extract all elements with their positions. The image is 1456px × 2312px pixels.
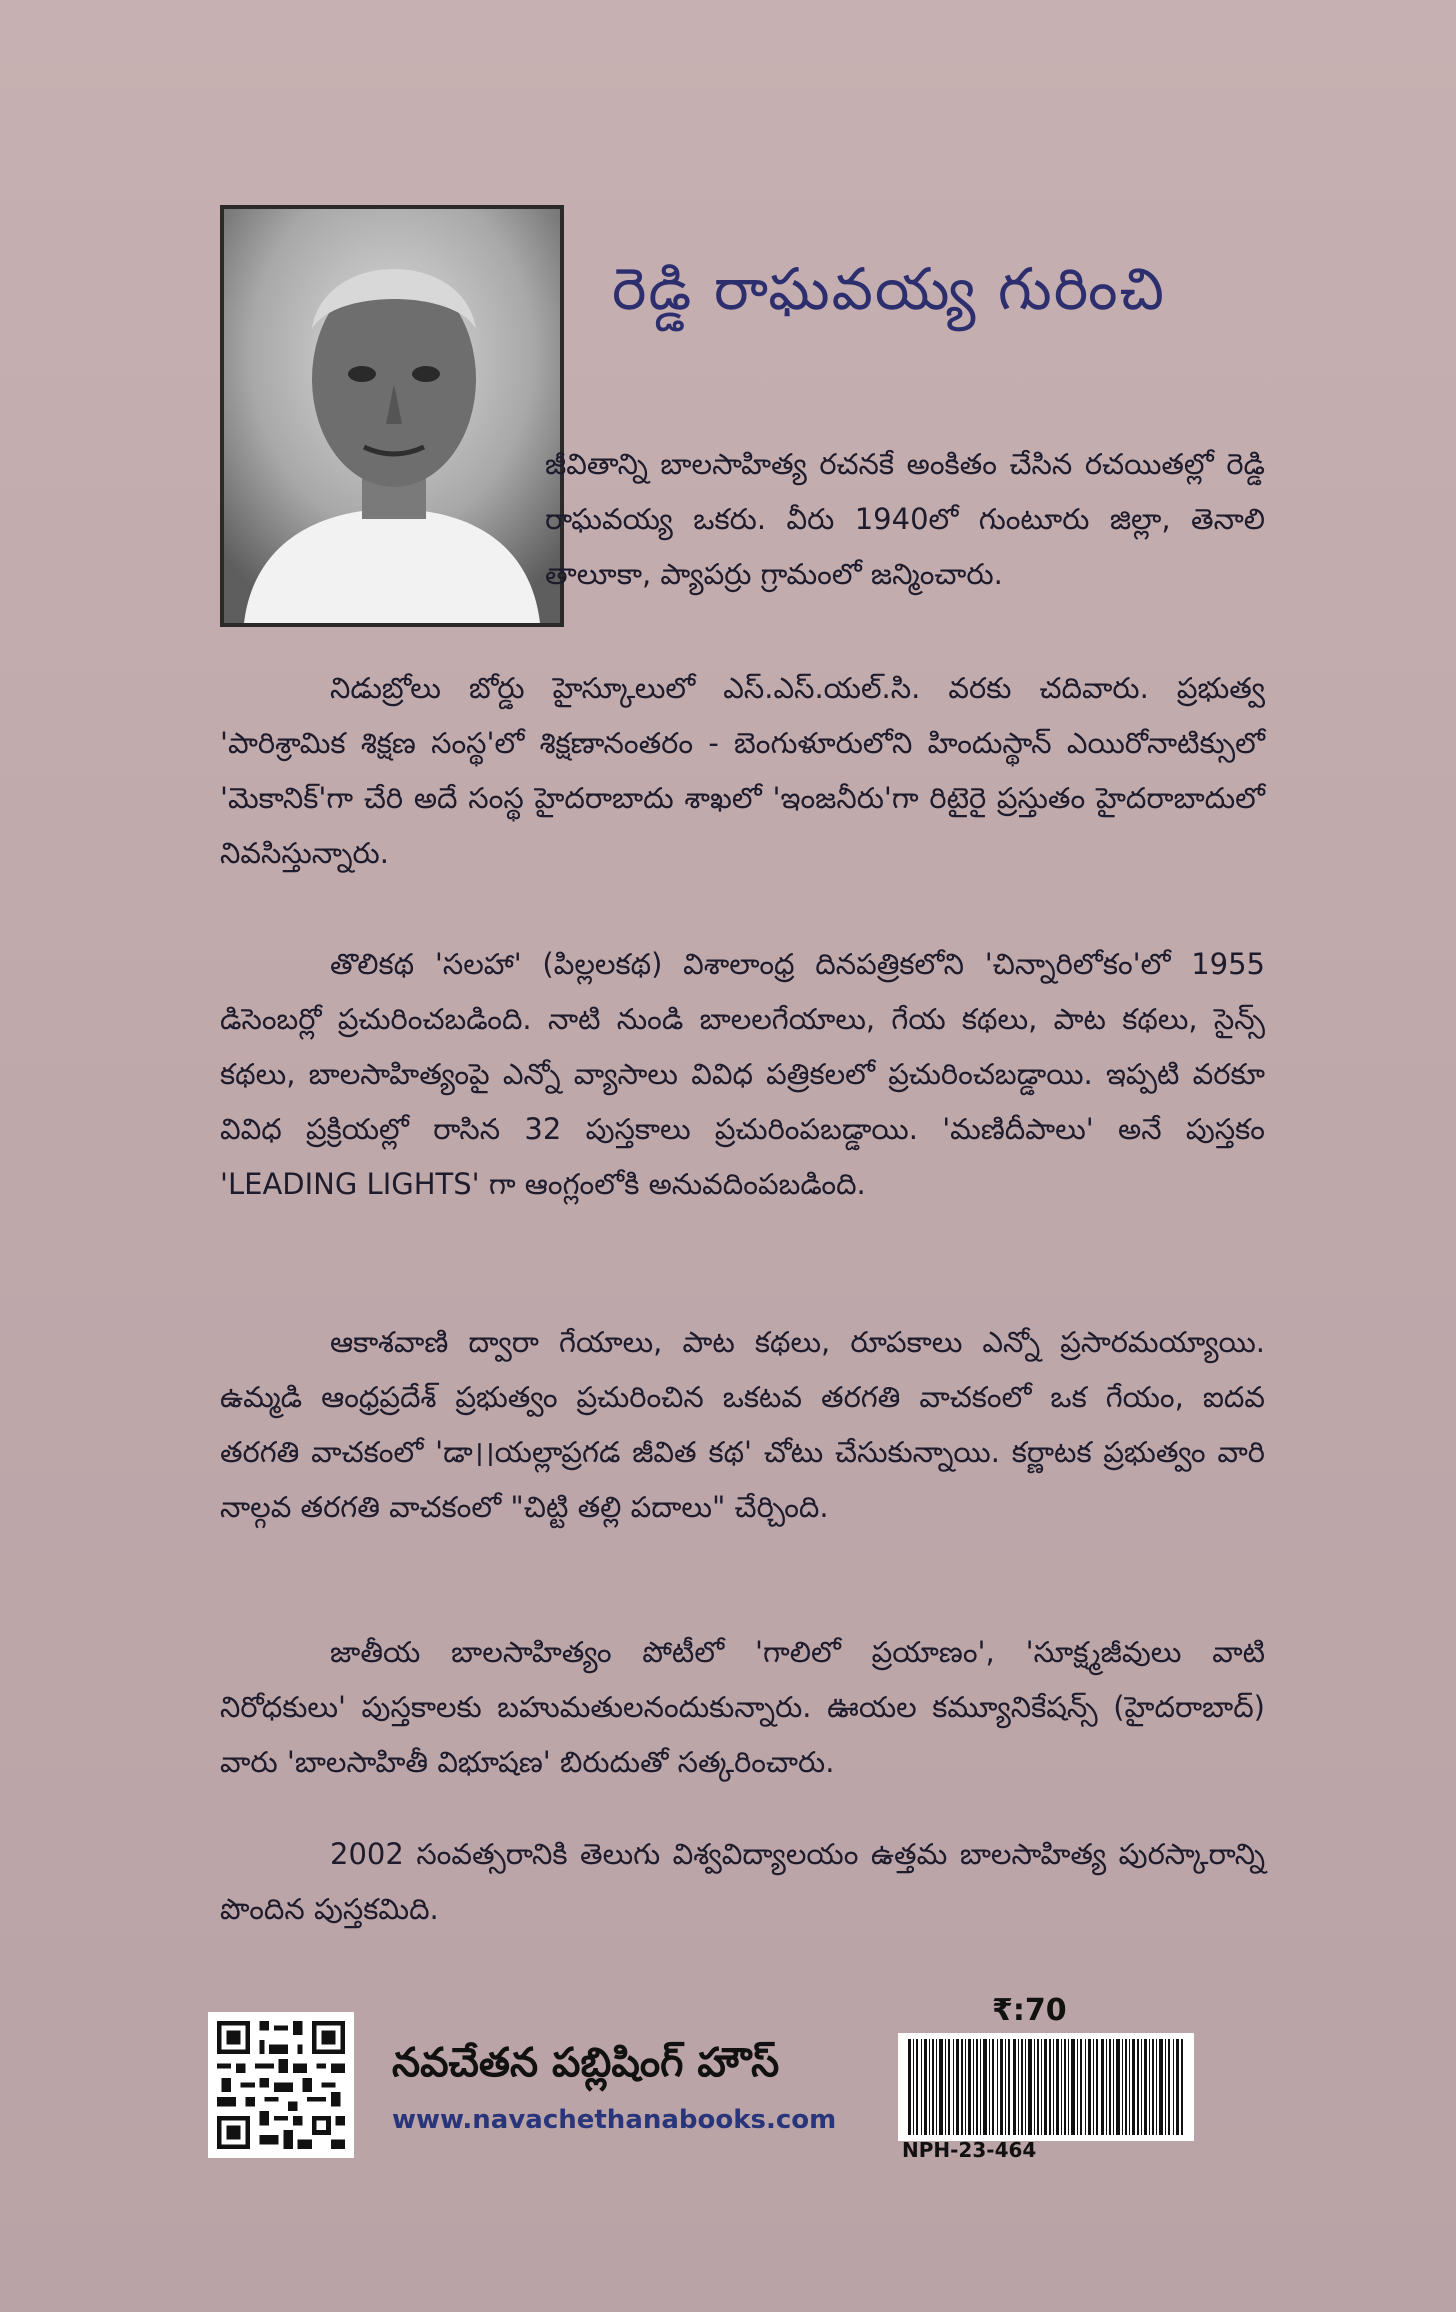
section-title: రెడ్డి రాఘవయ్య గురించి xyxy=(612,255,1166,323)
qr-code-icon xyxy=(212,2016,350,2154)
barcode-icon xyxy=(908,2039,1184,2135)
book-code: NPH-23-464 xyxy=(902,2138,1037,2162)
bio-paragraph-publications: తొలికథ 'సలహా' (పిల్లలకథ) విశాలాంధ్ర దినపత్రికలోని 'చిన్నారిలోకం'లో 1955 డిసెంబర్లో ప్రచురించబడింది. నాటి నుండి బాలలగేయాలు, గేయ కథలు, పాట కథలు, సైన్స్ కథలు, బాలసాహిత్యంపై ఎన్నో వ్యాసాలు వివిధ పత్రికలలో ప్రచురించబడ్డాయి. ఇప్పటి వరకూ వివిధ ప్రక్రియల్లో రాసిన 32 పుస్తకాలు ప్రచురింపబడ్డాయి. 'మణిదీపాలు' అనే పుస్తకం 'LEADING LIGHTS' గా ఆంగ్లంలోకి అనువదింపబడింది. xyxy=(220,947,1265,1201)
author-portrait-image xyxy=(224,209,560,623)
publisher-name: నవచేతన పబ్లిషింగ్ హౌస్ xyxy=(392,2040,780,2086)
qr-code xyxy=(208,2012,354,2158)
bio-paragraph-broadcasts: ఆకాశవాణి ద్వారా గేయాలు, పాట కథలు, రూపకాలు ఎన్నో ప్రసారమయ్యాయి. ఉమ్మడి ఆంధ్రప్రదేశ్ ప్రభుత్వం ప్రచురించిన ఒకటవ తరగతి వాచకంలో ఒక గేయం, ఐదవ తరగతి వాచకంలో 'డా।।యల్లాప్రగడ జీవిత కథ' చోటు చేసుకున్నాయి. కర్ణాటక ప్రభుత్వం వారి నాల్గవ తరగతి వాచకంలో "చిట్టి తల్లి పదాలు" చేర్చింది. xyxy=(220,1325,1265,1524)
bio-paragraph-awards: జాతీయ బాలసాహిత్యం పోటీలో 'గాలిలో ప్రయాణం', 'సూక్ష్మజీవులు వాటి నిరోధకులు' పుస్తకాలకు బహుమతులనందుకున్నారు. ఊయల కమ్యూనికేషన్స్ (హైదరాబాద్) వారు 'బాలసాహితీ విభూషణ' బిరుదుతో సత్కరించారు. xyxy=(220,1635,1265,1779)
publisher-website-link[interactable]: www.navachethanabooks.com xyxy=(392,2105,837,2135)
author-photo xyxy=(220,205,564,627)
bio-paragraph-career: నిడుబ్రోలు బోర్డు హైస్కూలులో ఎస్.ఎస్.యల్.సి. వరకు చదివారు. ప్రభుత్వ 'పారిశ్రామిక శిక్షణ సంస్థ'లో శిక్షణానంతరం - బెంగుళూరులోని హిందుస్థాన్ ఎయిరోనాటిక్సులో 'మెకానిక్'గా చేరి అదే సంస్థ హైదరాబాదు శాఖలో 'ఇంజనీరు'గా రిటైరై ప్రస్తుతం హైదరాబాదులో నివసిస్తున్నారు. xyxy=(220,671,1265,870)
bio-paragraph-birth: జీవితాన్ని బాలసాహిత్య రచనకే అంకితం చేసిన రచయితల్లో రెడ్డి రాఘవయ్య ఒకరు. వీరు 1940లో గుంటూరు జిల్లా, తెనాలి తాలూకా, ప్యాపర్రు గ్రామంలో జన్మించారు. xyxy=(545,447,1265,591)
price-label: ₹:70 xyxy=(992,1993,1067,2028)
barcode xyxy=(898,2033,1194,2141)
bio-paragraph-university-award: 2002 సంవత్సరానికి తెలుగు విశ్వవిద్యాలయం ఉత్తమ బాలసాహిత్య పురస్కారాన్ని పొందిన పుస్తకమిది. xyxy=(220,1837,1265,1926)
